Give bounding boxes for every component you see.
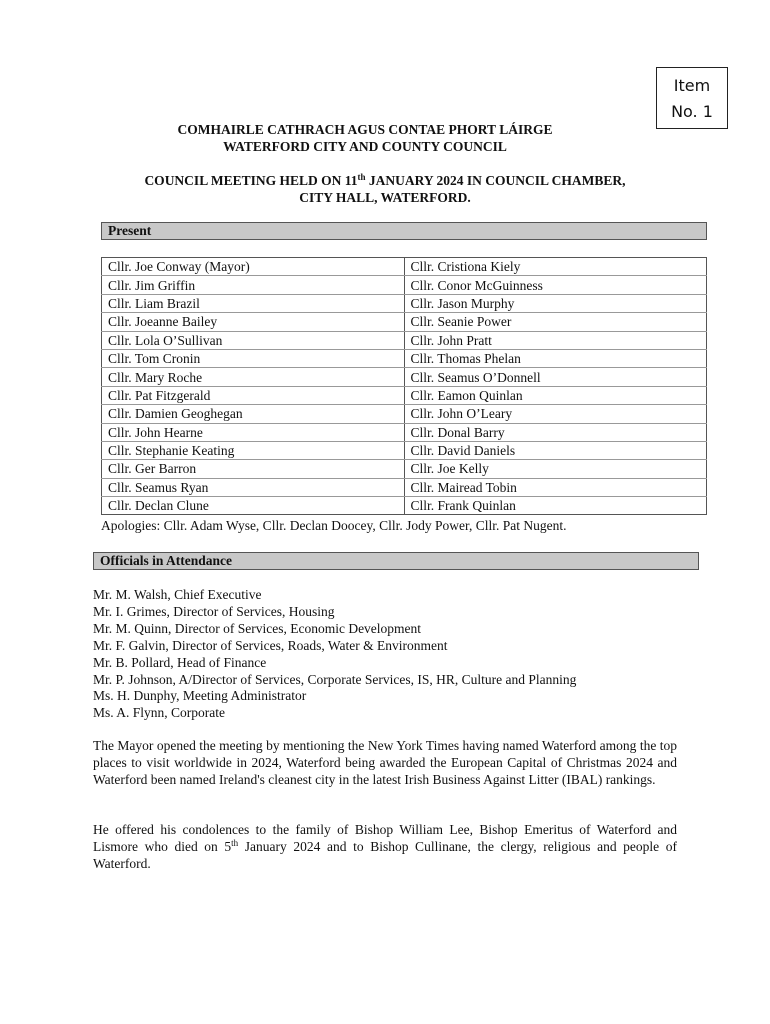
present-member-right: Cllr. Jason Murphy xyxy=(404,294,707,312)
present-row xyxy=(102,423,707,441)
meeting-title-line2: CITY HALL, WATERFORD. xyxy=(299,190,471,205)
present-member-left: Cllr. Tom Cronin xyxy=(102,349,405,367)
official-item: Mr. F. Galvin, Director of Services, Roads, Water & Environment xyxy=(93,637,448,653)
official-item: Mr. B. Pollard, Head of Finance xyxy=(93,654,267,670)
present-member-right: Cllr. Seanie Power xyxy=(404,313,707,331)
present-section-header: Present xyxy=(101,222,707,240)
present-member-right: Cllr. John O’Leary xyxy=(404,405,707,423)
present-row xyxy=(102,276,707,294)
present-member-left: Cllr. Lola O’Sullivan xyxy=(102,331,405,349)
condolences-sup: th xyxy=(231,838,239,849)
apologies-line: Apologies: Cllr. Adam Wyse, Cllr. Declan Doocey, Cllr. Jody Power, Cllr. Pat Nugent. xyxy=(101,518,567,533)
item-number: No. 1 xyxy=(671,102,713,121)
condolences-paragraph xyxy=(93,821,677,873)
present-member-left: Cllr. Seamus Ryan xyxy=(102,478,405,496)
present-member-left: Cllr. Jim Griffin xyxy=(102,276,405,294)
council-english-title: WATERFORD CITY AND COUNTY COUNCIL xyxy=(223,139,507,154)
present-member-left: Cllr. Liam Brazil xyxy=(102,294,405,312)
present-member-left: Cllr. Ger Barron xyxy=(102,460,405,478)
present-row xyxy=(102,313,707,331)
item-number-box xyxy=(656,67,728,129)
present-row xyxy=(102,331,707,349)
present-member-left: Cllr. Declan Clune xyxy=(102,497,405,515)
official-item: Mr. M. Quinn, Director of Services, Economic Development xyxy=(93,620,422,636)
meeting-title-sup: th xyxy=(357,172,366,182)
present-member-right: Cllr. Seamus O’Donnell xyxy=(404,368,707,386)
present-member-left: Cllr. Joeanne Bailey xyxy=(102,313,405,331)
present-member-left: Cllr. Damien Geoghegan xyxy=(102,405,405,423)
present-member-right: Cllr. Joe Kelly xyxy=(404,460,707,478)
meeting-title-pre: COUNCIL MEETING HELD ON 11 xyxy=(144,173,358,188)
present-row xyxy=(102,497,707,515)
present-row xyxy=(102,405,707,423)
official-item: Mr. M. Walsh, Chief Executive xyxy=(93,587,262,602)
present-member-left: Cllr. Joe Conway (Mayor) xyxy=(102,258,405,276)
present-member-left: Cllr. Mary Roche xyxy=(102,368,405,386)
present-member-right: Cllr. Cristiona Kiely xyxy=(404,258,707,276)
present-member-right: Cllr. Conor McGuinness xyxy=(404,276,707,294)
meeting-title-line1 xyxy=(0,173,770,189)
present-member-left: Cllr. John Hearne xyxy=(102,423,405,441)
present-row xyxy=(102,460,707,478)
council-irish-title: COMHAIRLE CATHRACH AGUS CONTAE PHORT LÁIRGE xyxy=(177,122,553,137)
present-row xyxy=(102,441,707,459)
present-row xyxy=(102,294,707,312)
present-row xyxy=(102,386,707,404)
condolences-post: January 2024 and to Bishop Cullinane, the clergy, religious and people of Waterford. xyxy=(93,839,678,872)
meeting-title-post: JANUARY 2024 IN COUNCIL CHAMBER, xyxy=(365,173,626,188)
present-row xyxy=(102,258,707,276)
present-member-right: Cllr. Thomas Phelan xyxy=(404,349,707,367)
present-member-right: Cllr. John Pratt xyxy=(404,331,707,349)
present-member-right: Cllr. Mairead Tobin xyxy=(404,478,707,496)
item-label: Item xyxy=(673,76,711,95)
official-item: Ms. A. Flynn, Corporate xyxy=(93,705,226,721)
officials-section-header: Officials in Attendance xyxy=(93,552,699,570)
officials-list xyxy=(93,587,576,722)
present-member-right: Cllr. David Daniels xyxy=(404,441,707,459)
present-table xyxy=(101,257,707,515)
official-item: Mr. I. Grimes, Director of Services, Housing xyxy=(93,603,335,619)
present-row xyxy=(102,349,707,367)
official-item: Mr. P. Johnson, A/Director of Services, Corporate Services, IS, HR, Culture and Planning xyxy=(93,671,577,687)
present-member-left: Cllr. Pat Fitzgerald xyxy=(102,386,405,404)
present-member-left: Cllr. Stephanie Keating xyxy=(102,441,405,459)
official-item: Ms. H. Dunphy, Meeting Administrator xyxy=(93,688,307,704)
present-member-right: Cllr. Donal Barry xyxy=(404,423,707,441)
present-row xyxy=(102,478,707,496)
condolences-pre: He offered his condolences to the family of Bishop William Lee, Bishop Emeritus of Waterford and Lismore who died on 5 xyxy=(93,822,677,855)
present-row xyxy=(102,368,707,386)
mayor-opening-paragraph: The Mayor opened the meeting by mentioning the New York Times having named Waterford among the top places to visit worldwide in 2024, Waterford being awarded the European Capital of Christmas 2024 and Waterford been named Ireland's cleanest city in the latest Irish Business Against Litter (IBAL) rankings. xyxy=(93,738,677,788)
present-member-right: Cllr. Frank Quinlan xyxy=(404,497,707,515)
present-member-right: Cllr. Eamon Quinlan xyxy=(404,386,707,404)
